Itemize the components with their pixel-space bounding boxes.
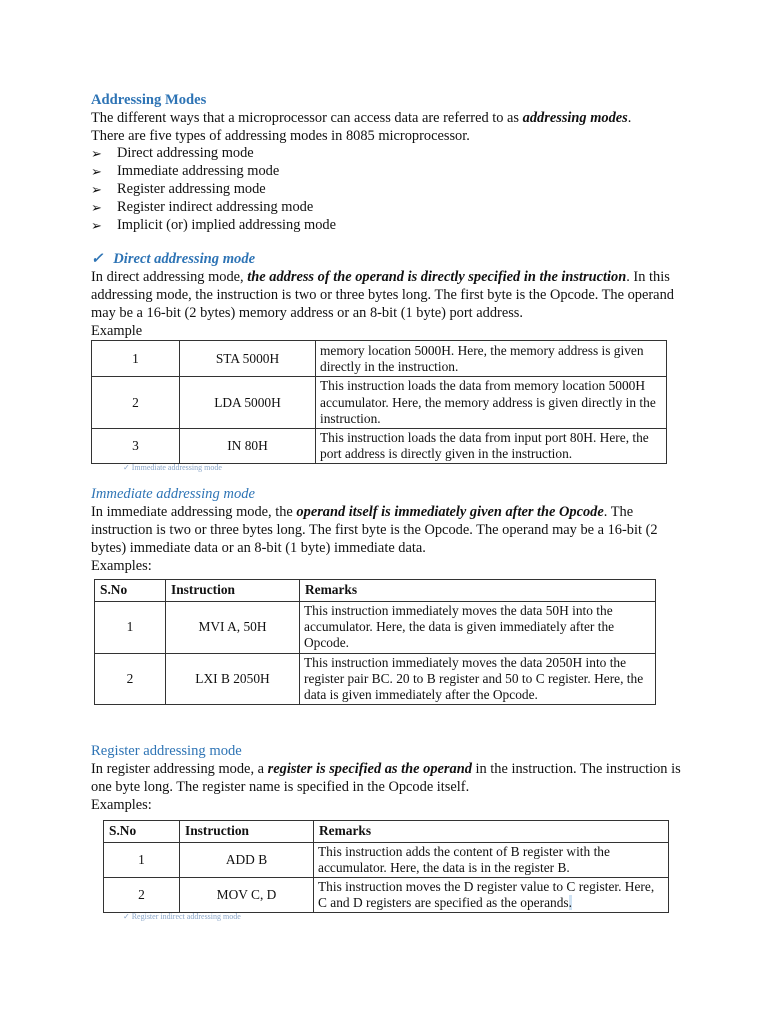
table-row: 1 STA 5000H memory location 5000H. Here, the memory address is given directly in the instruction. xyxy=(92,341,667,377)
arrowhead-bullet-icon: ➢ xyxy=(91,146,102,162)
document-page xyxy=(91,92,681,921)
list-item: ➢ Implicit (or) implied addressing mode xyxy=(91,216,337,233)
table-row: 3 IN 80H This instruction loads the data from input port 80H. Here, the port address is directly given in the instruction. xyxy=(92,428,667,463)
selection-highlight: . xyxy=(568,895,572,911)
list-item: ➢ Register indirect addressing mode xyxy=(91,198,314,215)
addressing-modes-emphasis: addressing modes xyxy=(522,109,628,126)
immediate-example-label: Examples: xyxy=(91,557,152,574)
direct-example-label: Example xyxy=(91,322,143,339)
table-row: 2 MOV C, D This instruction moves the D register value to C register. Here, C and D registers are specified as the operands. xyxy=(104,877,669,912)
cropped-text-fragment: ✓ Immediate addressing mode xyxy=(123,464,222,473)
register-table xyxy=(103,820,669,913)
arrowhead-bullet-icon: ➢ xyxy=(91,164,102,180)
direct-heading: ✓ Direct addressing mode xyxy=(91,251,256,268)
immediate-paragraph: In immediate addressing mode, the operand itself is immediately given after the Opcode. The instruction is two or three bytes long. The first byte is the Opcode. The operand may be a 16-bit (2 bytes) immediate data or an 8-bit (1 byte) immediate data. xyxy=(91,504,658,556)
table-row: 2 LDA 5000H This instruction loads the data from memory location 5000H accumulator. Here, the memory address is given directly in the instruction. xyxy=(92,377,667,429)
direct-table xyxy=(91,340,667,464)
table-header-row: S.No Instruction Remarks xyxy=(104,821,669,842)
list-item: ➢ Direct addressing mode xyxy=(91,145,254,162)
register-paragraph: In register addressing mode, a register is specified as the operand in the instruction. The instruction is one byte long. The register name is specified in the Opcode itself. xyxy=(91,760,681,795)
direct-paragraph: In direct addressing mode, the address of the operand is directly specified in the instruction. In this addressing mode, the instruction is two or three bytes long. The first byte is the Opcode. The operand may be a 16-bit (2 bytes) memory address or an 8-bit (1 byte) port address. xyxy=(91,269,674,321)
check-mark-icon: ✓ xyxy=(91,251,104,268)
arrowhead-bullet-icon: ➢ xyxy=(91,199,102,215)
table-row: 1 ADD B This instruction adds the content of B register with the accumulator. Here, the data is in the register B. xyxy=(104,842,669,877)
register-heading: Register addressing mode xyxy=(91,743,242,760)
table-row: 2 LXI B 2050H This instruction immediately moves the data 2050H into the register pair BC. 20 to B register and 50 to C register. Here, the data is given immediately after the Opcode. xyxy=(95,653,656,705)
immediate-heading: Immediate addressing mode xyxy=(91,486,256,503)
list-item: ➢ Register addressing mode xyxy=(91,180,266,197)
immediate-table xyxy=(94,579,656,705)
table-header-row: S.No Instruction Remarks xyxy=(95,580,656,601)
modes-list xyxy=(91,145,681,234)
page-title: Addressing Modes xyxy=(91,92,207,108)
register-example-label: Examples: xyxy=(91,796,152,813)
list-item: ➢ Immediate addressing mode xyxy=(91,163,280,180)
cropped-text-fragment: ✓ Register indirect addressing mode xyxy=(123,913,241,922)
intro-line-2: There are five types of addressing modes in 8085 microprocessor. xyxy=(91,127,470,144)
arrowhead-bullet-icon: ➢ xyxy=(91,217,102,233)
intro-line-1: The different ways that a microprocessor can access data are referred to as addressing modes. xyxy=(91,109,632,126)
table-row: 1 MVI A, 50H This instruction immediately moves the data 50H into the accumulator. Here, the data is given immediately after the Opcode. xyxy=(95,601,656,653)
arrowhead-bullet-icon: ➢ xyxy=(91,181,102,197)
